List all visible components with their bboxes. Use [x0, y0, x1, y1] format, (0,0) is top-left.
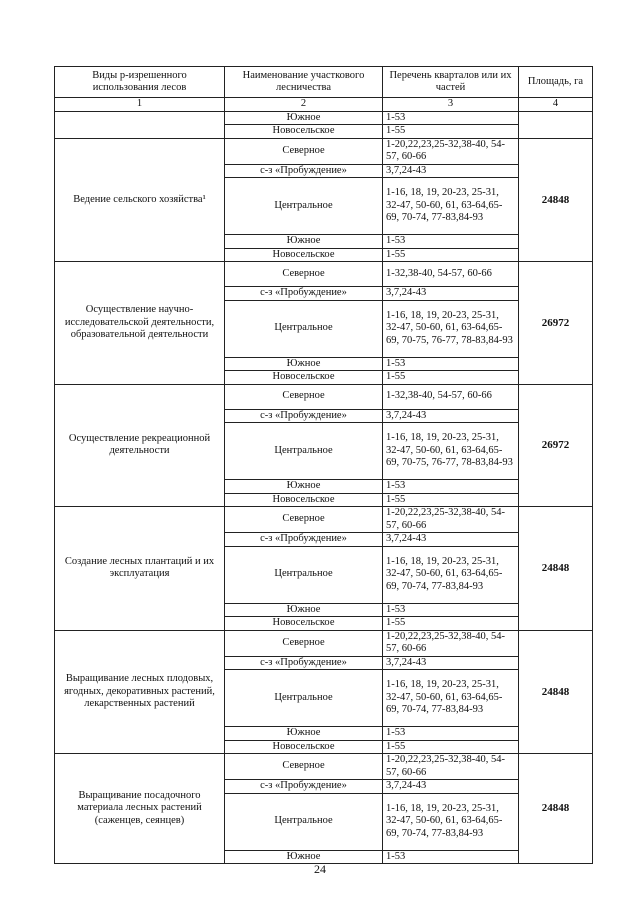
- column-number: 2: [225, 98, 383, 112]
- quarters-cell: 1-16, 18, 19, 20-23, 25-31, 32-47, 50-60, 61, 63-64,65-69, 70-74, 77-83,84-93: [383, 793, 519, 850]
- forestry-cell: Новосельское: [225, 248, 383, 262]
- header-area: Площадь, га: [519, 67, 593, 98]
- column-number: 1: [55, 98, 225, 112]
- area-cell: 24848: [519, 630, 593, 754]
- column-number: 4: [519, 98, 593, 112]
- quarters-cell: 1-20,22,23,25-32,38-40, 54-57, 60-66: [383, 507, 519, 533]
- table-row: [55, 507, 593, 533]
- header-use-type: Виды р-изрешенного использования лесов: [55, 67, 225, 98]
- quarters-cell: 3,7,24-43: [383, 780, 519, 794]
- forestry-cell: Новосельское: [225, 125, 383, 139]
- quarters-cell: 1-55: [383, 493, 519, 507]
- quarters-cell: 1-16, 18, 19, 20-23, 25-31, 32-47, 50-60, 61, 63-64,65-69, 70-75, 76-77, 78-83,84-93: [383, 423, 519, 480]
- forestry-cell: Новосельское: [225, 371, 383, 385]
- forestry-cell: Южное: [225, 603, 383, 617]
- quarters-cell: 1-53: [383, 357, 519, 371]
- area-cell: 24848: [519, 754, 593, 864]
- quarters-cell: 1-53: [383, 111, 519, 125]
- forestry-cell: Новосельское: [225, 740, 383, 754]
- use-type-cell: Осуществление рекреационной деятельности: [55, 384, 225, 507]
- area-cell: 26972: [519, 384, 593, 507]
- forestry-cell: с-з «Пробуждение»: [225, 780, 383, 794]
- quarters-cell: 1-53: [383, 850, 519, 864]
- forestry-cell: Южное: [225, 357, 383, 371]
- table-row: [55, 630, 593, 656]
- forestry-cell: Новосельское: [225, 493, 383, 507]
- quarters-cell: 1-20,22,23,25-32,38-40, 54-57, 60-66: [383, 138, 519, 164]
- quarters-cell: 1-16, 18, 19, 20-23, 25-31, 32-47, 50-60, 61, 63-64,65-69, 70-74, 77-83,84-93: [383, 178, 519, 235]
- forestry-cell: с-з «Пробуждение»: [225, 409, 383, 423]
- forestry-cell: Центральное: [225, 793, 383, 850]
- forestry-cell: Северное: [225, 262, 383, 287]
- forestry-cell: Южное: [225, 111, 383, 125]
- quarters-cell: 1-53: [383, 235, 519, 249]
- area-cell: [519, 111, 593, 138]
- use-type-cell: Создание лесных плантаций и их эксплуатация: [55, 507, 225, 631]
- table-row: [55, 262, 593, 287]
- quarters-cell: 1-16, 18, 19, 20-23, 25-31, 32-47, 50-60, 61, 63-64,65-69, 70-74, 77-83,84-93: [383, 546, 519, 603]
- area-cell: 26972: [519, 262, 593, 385]
- forestry-cell: с-з «Пробуждение»: [225, 287, 383, 301]
- quarters-cell: 1-55: [383, 740, 519, 754]
- table-row: [55, 384, 593, 409]
- page-number: 24: [314, 862, 326, 876]
- quarters-cell: 3,7,24-43: [383, 287, 519, 301]
- header-quarters-list: Перечень кварталов или их частей: [383, 67, 519, 98]
- table-row: [55, 111, 593, 125]
- area-cell: 24848: [519, 507, 593, 631]
- column-number-row: [55, 98, 593, 112]
- table-header-row: [55, 67, 593, 98]
- forestry-cell: Центральное: [225, 178, 383, 235]
- quarters-cell: 1-20,22,23,25-32,38-40, 54-57, 60-66: [383, 630, 519, 656]
- forestry-cell: Северное: [225, 384, 383, 409]
- table-row: [55, 138, 593, 164]
- forestry-cell: Северное: [225, 630, 383, 656]
- quarters-cell: 1-53: [383, 727, 519, 741]
- forestry-cell: Северное: [225, 754, 383, 780]
- forestry-cell: Южное: [225, 480, 383, 494]
- quarters-cell: 1-32,38-40, 54-57, 60-66: [383, 262, 519, 287]
- quarters-cell: 1-16, 18, 19, 20-23, 25-31, 32-47, 50-60, 61, 63-64,65-69, 70-75, 76-77, 78-83,84-93: [383, 300, 519, 357]
- quarters-cell: 1-55: [383, 617, 519, 631]
- table-body: [55, 111, 593, 864]
- area-cell: 24848: [519, 138, 593, 262]
- quarters-cell: 1-53: [383, 603, 519, 617]
- use-type-cell: Выращивание посадочного материала лесных растений (саженцев, сеянцев): [55, 754, 225, 864]
- quarters-cell: 1-16, 18, 19, 20-23, 25-31, 32-47, 50-60, 61, 63-64,65-69, 70-74, 77-83,84-93: [383, 670, 519, 727]
- forestry-cell: Центральное: [225, 546, 383, 603]
- quarters-cell: 1-32,38-40, 54-57, 60-66: [383, 384, 519, 409]
- use-type-cell: Ведение сельского хозяйства¹: [55, 138, 225, 262]
- forestry-cell: Центральное: [225, 300, 383, 357]
- quarters-cell: 3,7,24-43: [383, 656, 519, 670]
- forestry-cell: Центральное: [225, 423, 383, 480]
- quarters-cell: 1-53: [383, 480, 519, 494]
- quarters-cell: 3,7,24-43: [383, 533, 519, 547]
- forestry-cell: Северное: [225, 507, 383, 533]
- forestry-cell: с-з «Пробуждение»: [225, 656, 383, 670]
- quarters-cell: 1-55: [383, 248, 519, 262]
- forestry-cell: Южное: [225, 235, 383, 249]
- forestry-cell: Северное: [225, 138, 383, 164]
- forest-use-table: [54, 66, 593, 864]
- forestry-cell: с-з «Пробуждение»: [225, 164, 383, 178]
- quarters-cell: 3,7,24-43: [383, 409, 519, 423]
- quarters-cell: 1-55: [383, 125, 519, 139]
- quarters-cell: 1-55: [383, 371, 519, 385]
- use-type-cell: Осуществление научно-исследовательской деятельности, образовательной деятельности: [55, 262, 225, 385]
- quarters-cell: 3,7,24-43: [383, 164, 519, 178]
- header-forestry-name: Наименование участкового лесничества: [225, 67, 383, 98]
- quarters-cell: 1-20,22,23,25-32,38-40, 54-57, 60-66: [383, 754, 519, 780]
- forestry-cell: с-з «Пробуждение»: [225, 533, 383, 547]
- column-number: 3: [383, 98, 519, 112]
- use-type-cell: [55, 111, 225, 138]
- forestry-cell: Южное: [225, 850, 383, 864]
- table-row: [55, 754, 593, 780]
- forestry-cell: Новосельское: [225, 617, 383, 631]
- forestry-cell: Центральное: [225, 670, 383, 727]
- forestry-cell: Южное: [225, 727, 383, 741]
- use-type-cell: Выращивание лесных плодовых, ягодных, декоративных растений, лекарственных растений: [55, 630, 225, 754]
